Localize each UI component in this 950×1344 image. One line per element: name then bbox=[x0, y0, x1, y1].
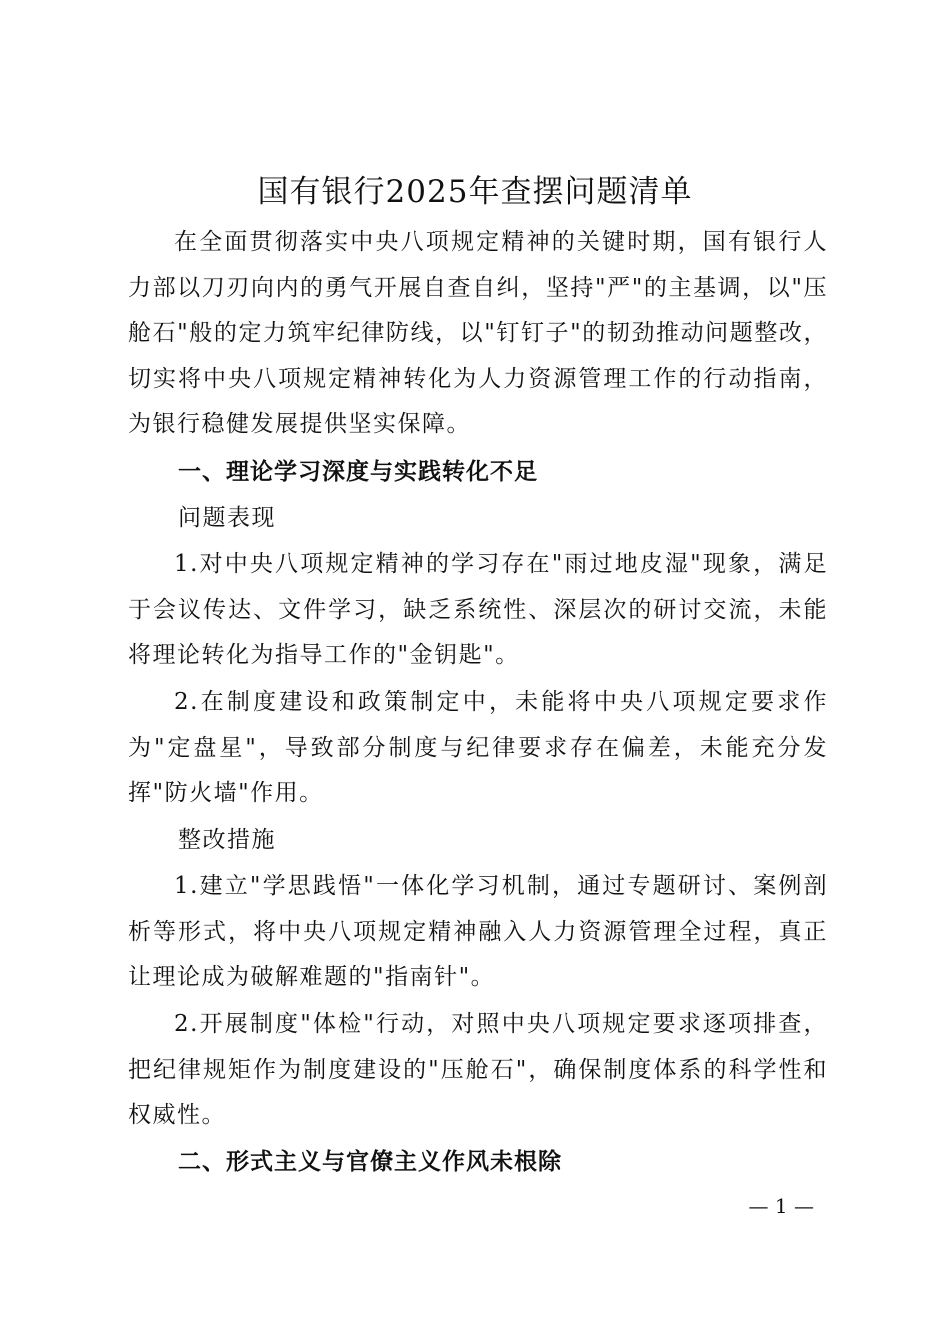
document-title: 国有银行2025年查摆问题清单 bbox=[257, 174, 693, 210]
section-1-heading: 一、理论学习深度与实践转化不足 bbox=[178, 459, 538, 485]
section-2-heading: 二、形式主义与官僚主义作风未根除 bbox=[178, 1149, 562, 1175]
measure-2-paragraph: 2.开展制度"体检"行动，对照中央八项规定要求逐项排查，把纪律规矩作为制度建设的"压舱石"，确保制度体系的科学性和权威性。 bbox=[128, 1011, 828, 1128]
intro-paragraph: 在全面贯彻落实中央八项规定精神的关键时期，国有银行人力部以刀刃向内的勇气开展自查自纠，坚持"严"的主基调，以"压舱石"般的定力筑牢纪律防线，以"钉钉子"的韧劲推动问题整改，切实将中央八项规定精神转化为人力资源管理工作的行动指南，为银行稳健发展提供坚实保障。 bbox=[128, 229, 828, 437]
problem-2-paragraph: 2.在制度建设和政策制定中，未能将中央八项规定要求作为"定盘星"，导致部分制度与纪律要求存在偏差，未能充分发挥"防火墙"作用。 bbox=[128, 689, 828, 806]
problem-1-paragraph: 1.对中央八项规定精神的学习存在"雨过地皮湿"现象，满足于会议传达、文件学习，缺乏系统性、深层次的研讨交流，未能将理论转化为指导工作的"金钥匙"。 bbox=[128, 551, 828, 668]
measures-label: 整改措施 bbox=[178, 827, 276, 853]
measure-1-paragraph: 1.建立"学思践悟"一体化学习机制，通过专题研讨、案例剖析等形式，将中央八项规定精神融入人力资源管理全过程，真正让理论成为破解难题的"指南针"。 bbox=[128, 873, 828, 990]
problems-label: 问题表现 bbox=[178, 505, 276, 531]
page-number: — 1 — bbox=[748, 1194, 814, 1218]
